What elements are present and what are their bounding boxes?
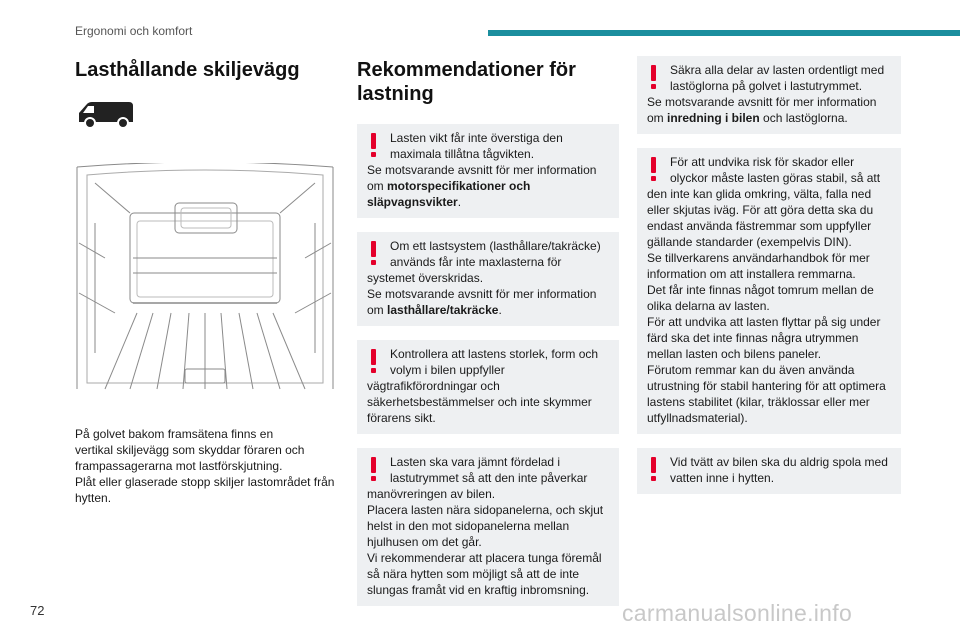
body-line: frampassagerarna mot lastförskjutning.: [75, 459, 283, 473]
notice-text: Se motsvarande avsnitt för mer information om: [367, 287, 597, 317]
notice-text: Se motsvarande avsnitt för mer information om: [647, 95, 877, 125]
watermark: carmanualsonline.info: [622, 600, 853, 626]
body-line: hytten.: [75, 491, 112, 505]
warning-notice: [357, 232, 619, 326]
notice-text: Se motsvarande avsnitt för mer information om: [367, 163, 597, 193]
notice-text: Det får inte finnas något tomrum mellan de olika delarna av lasten.: [647, 283, 874, 313]
title-line: Rekommendationer för: [357, 59, 576, 81]
notice-text: Lasten vikt får inte överstiga den maximala tillåtna tågvikten.: [390, 131, 563, 161]
warning-notice: [357, 340, 619, 434]
page-number: 72: [30, 603, 45, 618]
title-line: lastning: [357, 83, 434, 105]
notice-text: Vid tvätt av bilen ska du aldrig spola med vatten inne i hytten.: [670, 455, 888, 485]
exclamation-icon: [370, 241, 377, 265]
exclamation-icon: [650, 457, 657, 481]
notice-text: För att undvika risk för skador eller olyckor måste lasten göras stabil, så att: [670, 155, 881, 185]
section-title-loading: [357, 58, 619, 106]
body-line: På golvet bakom framsätena finns en: [75, 427, 274, 441]
notice-text: Kontrollera att lastens storlek, form och volym i bilen uppfyller: [390, 347, 599, 377]
section-title-partition: Lasthållande skiljevägg: [75, 59, 300, 81]
partition-description: [75, 426, 335, 506]
exclamation-icon: [650, 157, 657, 181]
notice-text: Se tillverkarens användarhandbok för mer information om att installera remmarna.: [647, 251, 870, 281]
cargo-area-partition-illustration: [75, 163, 335, 401]
notice-text: Förutom remmar kan du även använda utrustning för stabil hantering för att optimera lastens stabilitet (kilar, träklossar eller mer utfyllnadsmaterial).: [647, 363, 886, 425]
left-column: [75, 58, 335, 506]
notice-text: .: [457, 195, 462, 209]
van-icon: [75, 96, 137, 132]
exclamation-icon: [370, 457, 377, 481]
notice-text: Om ett lastsystem (lasthållare/takräcke) används får inte maxlasterna för: [390, 239, 601, 269]
body-line: vertikal skiljevägg som skyddar föraren och: [75, 443, 305, 457]
notice-text: manövreringen av bilen.: [367, 487, 496, 501]
body-line: Plåt eller glaserade stopp skiljer lastområdet från: [75, 475, 335, 489]
warning-notice: [637, 448, 901, 494]
notice-text: Lasten ska vara jämnt fördelad i lastutrymmet så att den inte påverkar: [390, 455, 588, 485]
warning-notice: [637, 56, 901, 134]
middle-column: [357, 58, 619, 620]
notice-text: För att undvika att lasten flyttar på sig under färd ska det inte finnas några utrymmen mellan lasten och bilens paneler.: [647, 315, 881, 361]
notice-text: och lastöglorna.: [759, 111, 848, 125]
warning-notice: [637, 148, 901, 434]
section-header: Ergonomi och komfort: [75, 24, 193, 38]
notice-text: Placera lasten nära sidopanelerna, och skjut helst in den mot sidopanelerna mellan hjulhusen om det går.: [367, 503, 604, 549]
notice-text: vägtrafikförordningar och säkerhetsbestämmelser och inte skymmer förarens sikt.: [367, 379, 592, 425]
notice-text: Vi rekommenderar att placera tunga föremål så nära hytten som möjligt så att de inte slungas framåt vid en kraftig inbromsning.: [367, 551, 602, 597]
notice-reference: motorspecifikationer och släpvagnsvikter: [367, 179, 531, 209]
notice-text: Säkra alla delar av lasten ordentligt med lastöglorna på golvet i lastutrymmet.: [670, 63, 885, 93]
notice-reference: inredning i bilen: [667, 111, 760, 125]
right-column: [637, 56, 901, 508]
exclamation-icon: [370, 133, 377, 157]
warning-notice: [357, 124, 619, 218]
notice-text: .: [498, 303, 502, 317]
exclamation-icon: [650, 65, 657, 89]
notice-reference: lasthållare/takräcke: [387, 303, 499, 317]
notice-text: systemet överskridas.: [367, 271, 484, 285]
notice-text: den inte kan glida omkring, välta, falla ned eller skjutas iväg. För att göra detta ska du endast använda fästremmar som uppfyller gällande standarder (exempelvis DIN).: [647, 187, 874, 249]
warning-notice: [357, 448, 619, 606]
exclamation-icon: [370, 349, 377, 373]
header-accent-bar: [488, 30, 960, 36]
